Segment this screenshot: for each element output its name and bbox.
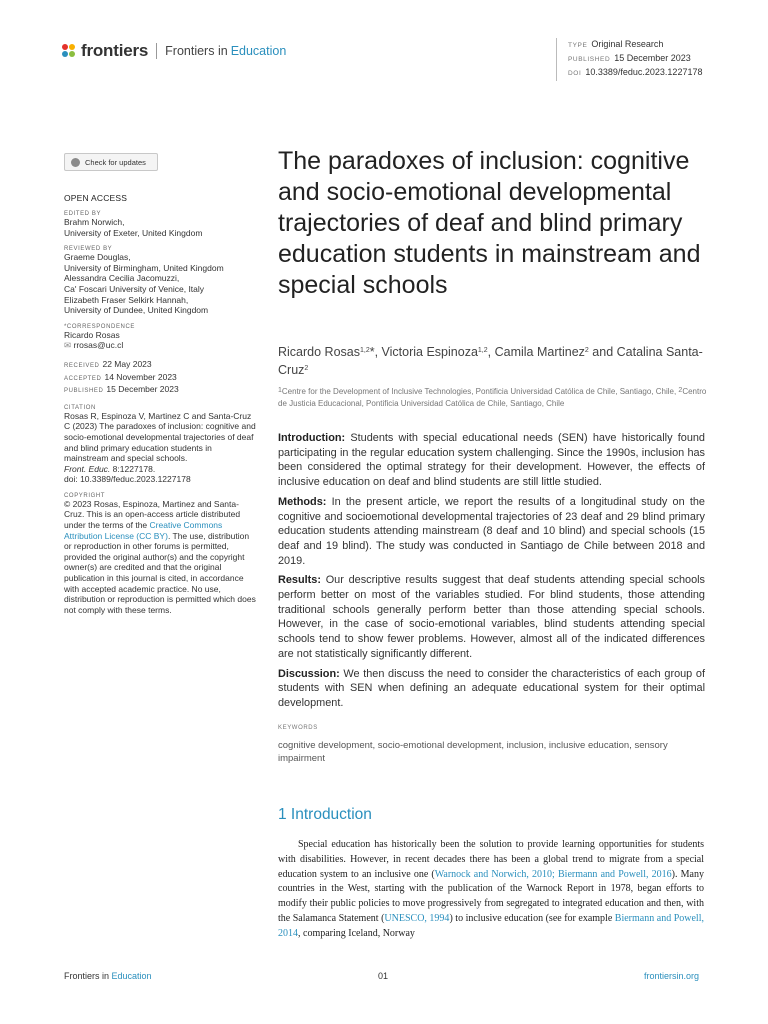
type-value: Original Research [591,39,664,49]
author-name[interactable]: Camila Martinez [494,345,585,359]
reviewed-by-label: REVIEWED BY [64,246,113,253]
correspondence-block [64,324,258,351]
logo-text: frontiers [81,41,149,60]
editor-name: Brahm Norwich, [64,217,125,227]
citation-volume: 8:1227178. [110,463,156,474]
author-separator: , [487,345,495,359]
reviewed-by-block [64,246,258,316]
author-separator: , [374,345,382,359]
affiliation-1: Centre for the Development of Inclusive Technologies, Pontificia Universidad Católica de Chile, Santiago, Chile, [281,387,679,396]
abstract-heading: Methods: [278,495,327,508]
accepted-date: 14 November 2023 [104,371,177,382]
cc-license-link[interactable]: Creative Commons Attribution License (CC BY) [64,520,223,541]
author-list [278,343,708,379]
body-text: Special education has historically been the solution to provide learning opportunities for students with disabilities. However, in recent decades there has been a global trend to migrate from a special education system to an inclusive one ( [278,839,704,880]
author-name[interactable]: Victoria Espinoza [381,345,478,359]
author-name[interactable]: Catalina Santa-Cruz [278,345,703,377]
journal-name: Education [230,44,287,58]
author-affiliation-sup: 1,2 [359,347,370,354]
copyright-text-pre: © 2023 Rosas, Espinoza, Martinez and Santa-Cruz. This is an open-access article distributed under the terms of the [64,498,241,531]
correspondence-email[interactable]: rrosas@uc.cl [73,340,124,351]
author-separator: and [588,345,617,359]
affiliation-number: 2 [678,387,683,394]
abstract-text: In the present article, we report the results of a longitudinal study on the cognitive and socioemotional developmental trajectories of 23 deaf and 29 blind primary education students attending mainstream (8 deaf and 10 blind) and special schools (15 deaf and 19 blind). The study was conducted in Santiago de Chile between 2018 and 2019. [278,495,705,567]
sidebar-info [64,211,258,623]
abstract-text: Students with special educational needs (SEN) have historically found participating in the regular education system challenging. Since the 1990s, inclusion has been considered the optimal strategy for their development. However, the effects of inclusive education on deaf and blind students are still little studied. [278,432,705,489]
citation-label: CITATION [64,404,96,411]
copyright-block [64,493,258,616]
footer-site-link[interactable]: frontiersin.org [644,971,700,981]
page-number: 01 [378,971,389,981]
journal-prefix: Frontiers in [165,44,228,58]
open-access-label: OPEN ACCESS [64,193,128,203]
affiliations [278,386,708,409]
author-affiliation-sup: 2 [304,365,309,372]
reviewer-line: Graeme Douglas, [64,252,131,263]
article-title: The paradoxes of inclusion: cognitive and socio-emotional developmental trajectories of deaf and blind primary education students in mainstream and special schools [278,147,701,299]
affiliation-number: 1 [278,387,282,394]
dates-block [64,359,258,397]
citation-doi[interactable]: doi: 10.3389/feduc.2023.1227178 [64,474,191,485]
reviewer-line: University of Birmingham, United Kingdom [64,262,224,273]
abstract-results [278,573,705,661]
abstract-discussion [278,667,705,711]
body-text: ). Many countries in the West, starting with the publication of the Warnock Report in 1978, began efforts to modify their public policies to move progressively from segregated to integrated education and then, with the Salamanca Statement ( [278,868,704,924]
keywords: cognitive development, socio-emotional development, inclusion, inclusive education, sensory impairment [278,740,668,764]
abstract-text: Our descriptive results suggest that deaf students attending special schools perform better on most of the variables studied. For blind students, those attending traditional schools generally perform better than those attending special schools. However, in the case of socio-emotional variables, blind students attending special schools tend to show fewer problems. However, almost all of the indicated differences are not statistically significantly different. [278,574,705,660]
reviewer-line: Elizabeth Fraser Selkirk Hannah, [64,294,189,305]
published-date: 15 December 2023 [106,384,179,395]
keywords-label: KEYWORDS [278,725,318,731]
abstract-methods [278,495,705,569]
author-affiliation-sup: 2 [584,347,589,354]
doi-value[interactable]: 10.3389/feduc.2023.1227178 [585,67,703,78]
citation-journal: Front. Educ. [64,463,111,474]
editor-affiliation: University of Exeter, United Kingdom [64,227,203,238]
footer-journal [64,971,152,981]
body-text: ) to inclusive education (see for example [449,912,615,924]
reviewer-line: Alessandra Cecilia Jacomuzzi, [64,273,180,284]
abstract-text: We then discuss the need to consider the characteristics of each group of students with SEN when defining an adequate educational system for their optimal development. [278,667,705,709]
edited-by-block [64,211,258,238]
citation-text: Rosas R, Espinoza V, Martinez C and Santa-Cruz C (2023) The paradoxes of inclusion: cognitive and socio-emotional developmental trajectories of deaf and blind primary education students in mainstream and special schools. [64,410,256,464]
correspondence-label: *CORRESPONDENCE [64,323,136,330]
footer-journal-name[interactable]: Education [111,971,152,981]
body-text: , comparing Iceland, Norway [298,927,415,939]
doi-label: DOI [568,70,582,78]
published-value: 15 December 2023 [614,53,691,64]
abstract [278,431,705,716]
edited-by-label: EDITED BY [64,211,102,217]
citation-block [64,405,258,485]
introduction-paragraph [278,838,704,942]
abstract-heading: Discussion: [278,667,340,680]
copyright-label: COPYRIGHT [64,492,106,499]
correspondence-name: Ricardo Rosas [64,329,120,340]
reviewer-line: University of Dundee, United Kingdom [64,305,209,316]
logo-divider [156,43,157,59]
footer-journal-prefix: Frontiers in [64,971,110,981]
author-affiliation-sup: 1,2 [477,347,488,354]
email-icon: ✉ [64,340,74,351]
author-name[interactable]: Ricardo Rosas [278,345,360,359]
abstract-heading: Introduction: [278,432,346,444]
published-label: PUBLISHED [568,56,611,64]
reviewer-line: Ca' Foscari University of Venice, Italy [64,283,205,294]
accepted-label: ACCEPTED [64,375,102,382]
abstract-introduction [278,431,705,490]
abstract-heading: Results: [278,574,321,587]
frontiers-logo[interactable] [62,41,286,61]
published-label: PUBLISHED [64,388,104,395]
type-label: TYPE [568,42,588,49]
affiliation-2: Centro de Justicia Educacional, Pontificia Universidad Católica de Chile, Santiago, Chile [278,387,707,408]
section-heading-introduction: 1 Introduction [278,806,372,823]
received-label: RECEIVED [64,362,100,369]
corresponding-mark: * [369,345,375,359]
citation-link[interactable]: UNESCO, 1994 [384,912,450,924]
citation-link[interactable]: Warnock and Norwich, 2010; Biermann and Powell, 2016 [434,868,672,880]
check-updates-label: Check for updates [85,157,146,167]
citation-link[interactable]: Biermann and Powell, 2014 [278,912,704,939]
check-for-updates-button[interactable] [64,153,158,171]
received-date: 22 May 2023 [102,358,152,369]
frontiers-logo-icon [62,44,76,58]
check-updates-icon [71,158,80,167]
article-meta [556,38,702,81]
copyright-text-post: . The use, distribution or reproduction in other forums is permitted, provided the original author(s) and the copyright owner(s) are credited and that the original publication in this journal is cited, in accordance with accepted academic practice. No use, distribution or reproduction is permitted which does not comply with these terms. [64,530,256,615]
